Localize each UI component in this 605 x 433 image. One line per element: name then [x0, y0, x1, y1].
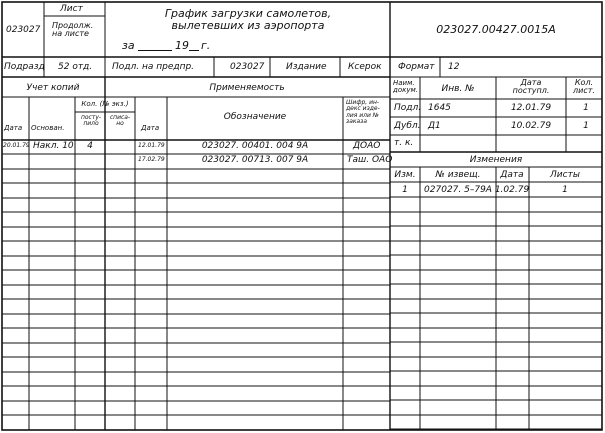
- applicability-title: Применяемость: [209, 83, 285, 93]
- change-1-sheets: 1: [562, 185, 568, 195]
- division-label: Подразд: [4, 62, 45, 72]
- col-sheet-count: Кол. лист.: [573, 78, 595, 96]
- row-2-inv: Д1: [428, 121, 441, 131]
- record-2-cipher: Таш. ОАО: [347, 155, 393, 165]
- copies-title: Учет копий: [26, 83, 80, 93]
- col-basis: Основан.: [31, 124, 65, 132]
- col-doc-name: Наим. докум.: [393, 79, 418, 95]
- row-1-date: 12.01.79: [510, 103, 552, 113]
- period-suffix: г.: [201, 39, 211, 52]
- change-1-date: 1.02.79: [494, 185, 530, 195]
- continuation-label: Продолж. на листе: [52, 21, 94, 39]
- sheet-code: 023027: [6, 25, 41, 35]
- row-1-count: 1: [583, 103, 589, 113]
- col-sheets: Листы: [550, 170, 580, 180]
- copy-type: Ксерок: [348, 62, 382, 72]
- row-3-doc: т. к.: [394, 138, 414, 148]
- col-notice: № извещ.: [435, 170, 481, 180]
- col-cipher: Шифр, ин- декс изде- лия или № заказа: [346, 99, 380, 125]
- col-change-date: Дата: [500, 170, 524, 180]
- title-line1: График загрузки самолетов,: [164, 7, 332, 20]
- edition-label: Издание: [286, 62, 327, 72]
- record-1-date2: 12.01.79: [138, 142, 165, 149]
- row-1-inv: 1645: [428, 103, 451, 113]
- format-value: 12: [448, 62, 460, 72]
- col-inv: Инв. №: [441, 84, 475, 94]
- record-1-designation: 023027. 00401. 004 9А: [201, 141, 309, 151]
- format-label: Формат: [398, 62, 435, 72]
- record-1-cipher: ДОАО: [353, 141, 381, 151]
- col-designation: Обозначение: [223, 112, 287, 122]
- col-date: Дата: [4, 124, 23, 132]
- row-1-doc: Подл.: [394, 103, 422, 113]
- record-1-received: 4: [87, 141, 93, 151]
- row-2-date: 10.02.79: [510, 121, 552, 131]
- col-count: Кол. (№ экз.): [81, 100, 129, 108]
- period-year: 19: [175, 39, 189, 52]
- period-prefix: за: [122, 39, 135, 52]
- subdivision-value: 023027: [230, 62, 265, 72]
- row-2-count: 1: [583, 121, 589, 131]
- record-2-date2: 17.02.79: [138, 156, 165, 163]
- record-2-designation: 023027. 00713. 007 9А: [201, 155, 309, 165]
- col-received: посту- пило: [80, 114, 102, 128]
- col-change: Изм.: [394, 170, 416, 180]
- title-line2: вылетевших из аэропорта: [171, 19, 325, 32]
- subdivision-label: Подл. на предпр.: [112, 62, 195, 72]
- row-2-doc: Дубл.: [394, 121, 421, 131]
- year-underline: [189, 50, 199, 51]
- col-written-off: списа- но: [109, 114, 131, 128]
- document-number: 023027.00427.0015А: [436, 23, 556, 36]
- col-date2: Дата: [141, 124, 160, 132]
- changes-title: Изменения: [469, 155, 523, 165]
- col-date-received: Дата поступл.: [512, 78, 550, 96]
- list-label: Лист: [60, 4, 83, 14]
- record-1-date: 20.01.79: [3, 142, 30, 149]
- change-1-notice: 027027. 5–79А: [424, 185, 492, 195]
- change-1-number: 1: [402, 185, 408, 195]
- record-1-basis: Накл. 10: [33, 141, 74, 151]
- period-underline: [138, 50, 172, 51]
- division-value: 52 отд.: [58, 62, 93, 72]
